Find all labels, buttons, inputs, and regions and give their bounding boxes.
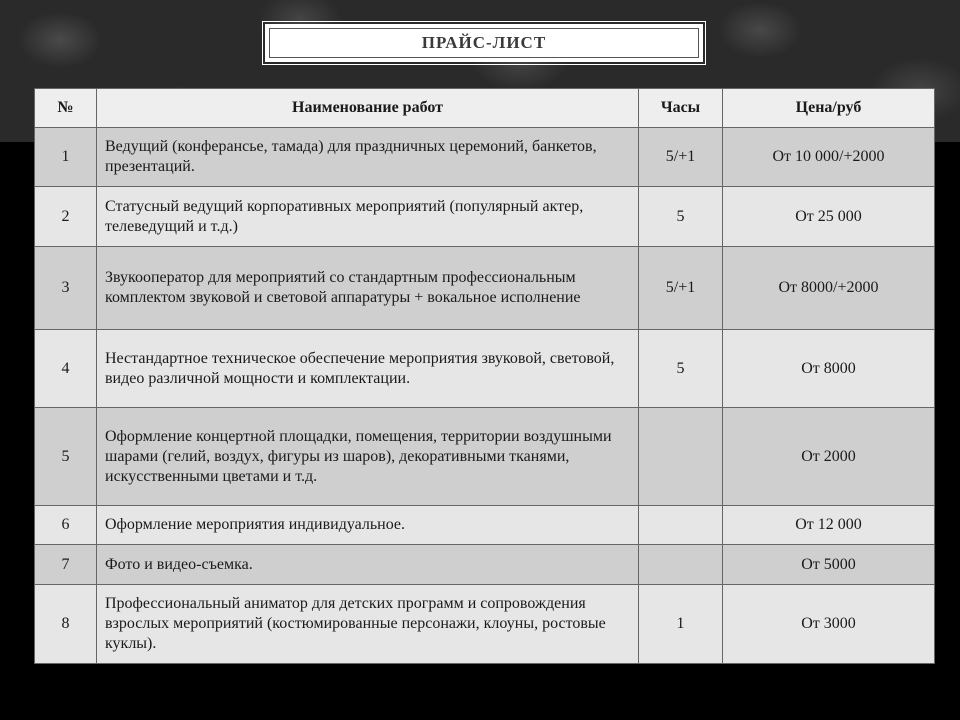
title-box xyxy=(265,24,703,62)
row-name: Статусный ведущий корпоративных мероприятий (популярный актер, телеведущий и т.д.) xyxy=(97,187,639,247)
row-num: 4 xyxy=(35,330,97,408)
row-hours: 1 xyxy=(639,585,723,664)
page-title: ПРАЙС-ЛИСТ xyxy=(421,33,547,52)
table-row xyxy=(35,247,935,330)
row-name: Ведущий (конферансье, тамада) для праздничных церемоний, банкетов, презентаций. xyxy=(97,128,639,187)
row-hours: 5 xyxy=(639,330,723,408)
row-hours xyxy=(639,506,723,545)
row-num: 3 xyxy=(35,247,97,330)
row-name: Фото и видео-съемка. xyxy=(97,545,639,585)
row-name: Оформление концертной площадки, помещения, территории воздушными шарами (гелий, воздух, фигуры из шаров), декоративными тканями, искусственными цветами и т.д. xyxy=(97,408,639,506)
row-num: 2 xyxy=(35,187,97,247)
row-price: От 25 000 xyxy=(723,187,935,247)
table-row xyxy=(35,585,935,664)
table-header-row xyxy=(35,89,935,128)
table-row xyxy=(35,506,935,545)
row-price: От 2000 xyxy=(723,408,935,506)
row-price: От 8000 xyxy=(723,330,935,408)
row-name: Профессиональный аниматор для детских программ и сопровождения взрослых мероприятий (костюмированные персонажи, клоуны, ростовые куклы). xyxy=(97,585,639,664)
row-price: От 10 000/+2000 xyxy=(723,128,935,187)
price-table xyxy=(34,88,935,664)
row-num: 7 xyxy=(35,545,97,585)
row-price: От 8000/+2000 xyxy=(723,247,935,330)
row-hours: 5/+1 xyxy=(639,247,723,330)
row-hours xyxy=(639,545,723,585)
table-row xyxy=(35,187,935,247)
row-price: От 12 000 xyxy=(723,506,935,545)
row-hours xyxy=(639,408,723,506)
table-row xyxy=(35,330,935,408)
table-row xyxy=(35,128,935,187)
row-name: Оформление мероприятия индивидуальное. xyxy=(97,506,639,545)
header-name: Наименование работ xyxy=(97,89,639,128)
row-num: 5 xyxy=(35,408,97,506)
header-price: Цена/руб xyxy=(723,89,935,128)
row-name: Звукооператор для мероприятий со стандартным профессиональным комплектом звуковой и световой аппаратуры + вокальное исполнение xyxy=(97,247,639,330)
row-hours: 5 xyxy=(639,187,723,247)
row-num: 6 xyxy=(35,506,97,545)
row-hours: 5/+1 xyxy=(639,128,723,187)
row-num: 1 xyxy=(35,128,97,187)
table-row xyxy=(35,545,935,585)
row-num: 8 xyxy=(35,585,97,664)
header-num: № xyxy=(35,89,97,128)
header-hours: Часы xyxy=(639,89,723,128)
row-name: Нестандартное техническое обеспечение мероприятия звуковой, световой, видео различной мощности и комплектации. xyxy=(97,330,639,408)
row-price: От 3000 xyxy=(723,585,935,664)
row-price: От 5000 xyxy=(723,545,935,585)
table-row xyxy=(35,408,935,506)
